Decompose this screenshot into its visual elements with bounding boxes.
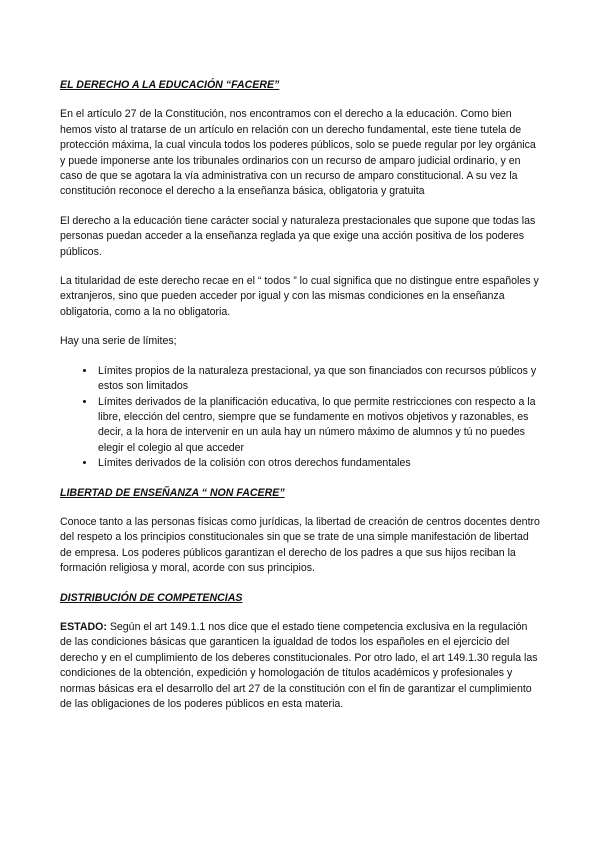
paragraph-caracter-social: El derecho a la educación tiene carácter social y naturaleza prestacionales que supone que todas las personas puedan acceder a la enseñanza reglada ya que exige una acción positiva de los poderes públicos. [60, 214, 536, 258]
paragraph-articulo-27: En el artículo 27 de la Constitución, nos encontramos con el derecho a la educación. Como bien hemos visto al tratarse de un artículo en relación con un derecho fundamental, este tiene tutela de protección máxima, la cual vincula todos los poderes públicos, solo se puede regular por ley orgánica y puede imponerse ante los tribunales ordinarios con un recurso de amparo judicial ordinario, y en caso de que se agotara la vía administrativa con un recurso de amparo constitucional. A su vez la constitución reconoce el derecho a la enseñanza básica, obligatoria y gratuita [60, 108, 536, 198]
heading-distribucion-competencias: DISTRIBUCIÓN DE COMPETENCIAS [60, 591, 243, 604]
paragraph-limites-intro: Hay una serie de límites; [60, 335, 177, 348]
paragraph-estado [60, 620, 540, 712]
estado-text: Según el art 149.1.1 nos dice que el estado tiene competencia exclusiva en la regulación de las condiciones básicas que garanticen la igualdad de todos los españoles en el ejercicio del derecho y en el cumplimiento de los deberes constitucionales. Por otro lado, el art 149.1.30 regula las condiciones de la obtención, expedición y homologación de títulos académicos y profesionales y normas básicas era el desarrollo del art 27 de la constitución con el fin de garantizar el cumplimiento de las obligaciones de los poderes públicos en esta materia. [60, 620, 538, 710]
limit-item: • Límites propios de la naturaleza prestacional, ya que son financiados con recursos públicos y estos son limitados [96, 364, 540, 395]
heading-libertad-ensenanza: LIBERTAD DE ENSEÑANZA “ NON FACERE” [60, 486, 285, 499]
limits-list [60, 364, 540, 472]
paragraph-libertad-ensenanza: Conoce tanto a las personas físicas como jurídicas, la libertad de creación de centros docentes dentro del respeto a los principios constitucionales sin que se trate de una simple manifestación de libertad de empresa. Los poderes públicos garantizan el derecho de los padres a que sus hijos reciban la formación religiosa y moral, acorde con sus principios. [60, 515, 540, 575]
paragraph-titularidad: La titularidad de este derecho recae en el “ todos ” lo cual significa que no distingue entre españoles y extranjeros, sino que pueden acceder por igual y con las mismas condiciones en la enseñanza obligatoria, como a la no obligatoria. [60, 275, 539, 318]
limit-item: • Límites derivados de la colisión con otros derechos fundamentales [96, 456, 540, 471]
limit-item: • Límites derivados de la planificación educativa, lo que permite restricciones con respecto a la libre, elección del centro, siempre que se fundamente en motivos objetivos y razonables, es decir, a la hora de intervenir en un aula hay un número máximo de alumnos y tú no puedes elegir el colegio al que acceder [96, 395, 540, 457]
heading-derecho-educacion: EL DERECHO A LA EDUCACIÓN “FACERE” [60, 79, 280, 91]
document-body [60, 78, 540, 726]
estado-label: ESTADO: [60, 620, 107, 633]
